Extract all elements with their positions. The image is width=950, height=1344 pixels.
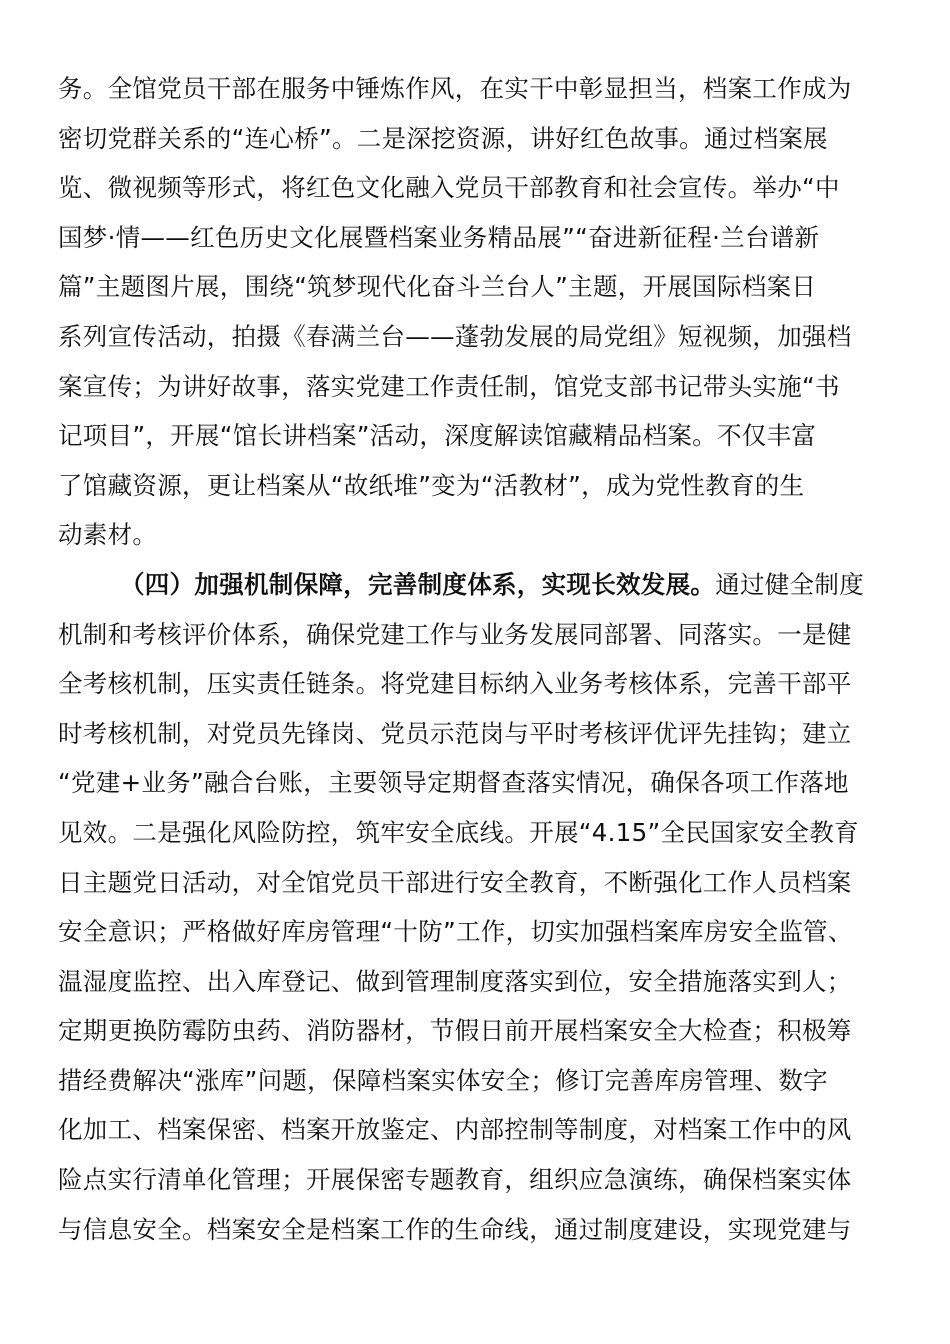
text-line: 温湿度监控、出入库登记、做到管理制度落实到位，安全措施落实到人； [58,966,852,996]
text-line: 密切党群关系的“连心桥”。二是深挖资源，讲好红色故事。通过档案展 [58,123,828,153]
text-line: 览、微视频等形式，将红色文化融入党员干部教育和社会宣传。举办“中 [58,173,840,203]
text-line: 定期更换防霉防虫药、消防器材，节假日前开展档案安全大检查；积极筹 [58,1016,852,1046]
text-line: 时考核机制，对党员先锋岗、党员示范岗与平时考核评优评先挂钩；建立 [58,718,852,748]
text-line: 安全意识；严格做好库房管理“十防”工作，切实加强档案库房安全监管、 [58,917,853,947]
text-line: 机制和考核评价体系，确保党建工作与业务发展同部署、同落实。一是健 [58,619,852,649]
text-line: 化加工、档案保密、档案开放鉴定、内部控制等制度，对档案工作中的风 [58,1115,852,1145]
text-line: 国梦·情——红色历史文化展暨档案业务精品展”“奋进新征程·兰台谱新 [58,222,820,252]
text-line: 记项目”，开展“馆长讲档案”活动，深度解读馆藏精品档案。不仅丰富 [58,421,817,451]
document-body [58,64,894,1254]
text-line: 与信息安全。档案安全是档案工作的生命线，通过制度建设，实现党建与 [58,1214,852,1244]
text-line: 见效。二是强化风险防控，筑牢安全底线。开展“4.15”全民国家安全教育 [58,817,859,847]
heading-trailing-text: 通过健全制度 [715,569,865,599]
text-line: 系列宣传活动，拍摄《春满兰台——蓬勃发展的局党组》短视频，加强档 [58,321,852,351]
text-line: 了馆藏资源，更让档案从“故纸堆”变为“活教材”，成为党性教育的生 [58,470,805,500]
text-line: 务。全馆党员干部在服务中锤炼作风，在实干中彰显担当，档案工作成为 [58,74,852,103]
section-heading: （四）加强机制保障，完善制度体系，实现长效发展。 [120,569,716,599]
text-line: 全考核机制，压实责任链条。将党建目标纳入业务考核体系，完善干部平 [58,669,852,699]
text-line: 日主题党日活动，对全馆党员干部进行安全教育，不断强化工作人员档案 [58,867,852,897]
text-line: “党建+业务”融合台账，主要领导定期督查落实情况，确保各项工作落地 [58,768,849,798]
text-line: 险点实行清单化管理；开展保密专题教育，组织应急演练，确保档案实体 [58,1165,852,1195]
paragraph-1 [58,64,894,560]
paragraph-first-line [58,560,894,610]
text-line: 措经费解决“涨库”问题，保障档案实体安全；修订完善库房管理、数字 [58,1065,828,1095]
text-line: 动素材。 [58,520,158,550]
text-line: 案宣传；为讲好故事，落实党建工作责任制，馆党支部书记带头实施“书 [58,371,840,401]
paragraph-2 [58,560,894,1254]
text-line: 篇”主题图片展，围绕“筑梦现代化奋斗兰台人”主题，开展国际档案日 [58,272,817,302]
